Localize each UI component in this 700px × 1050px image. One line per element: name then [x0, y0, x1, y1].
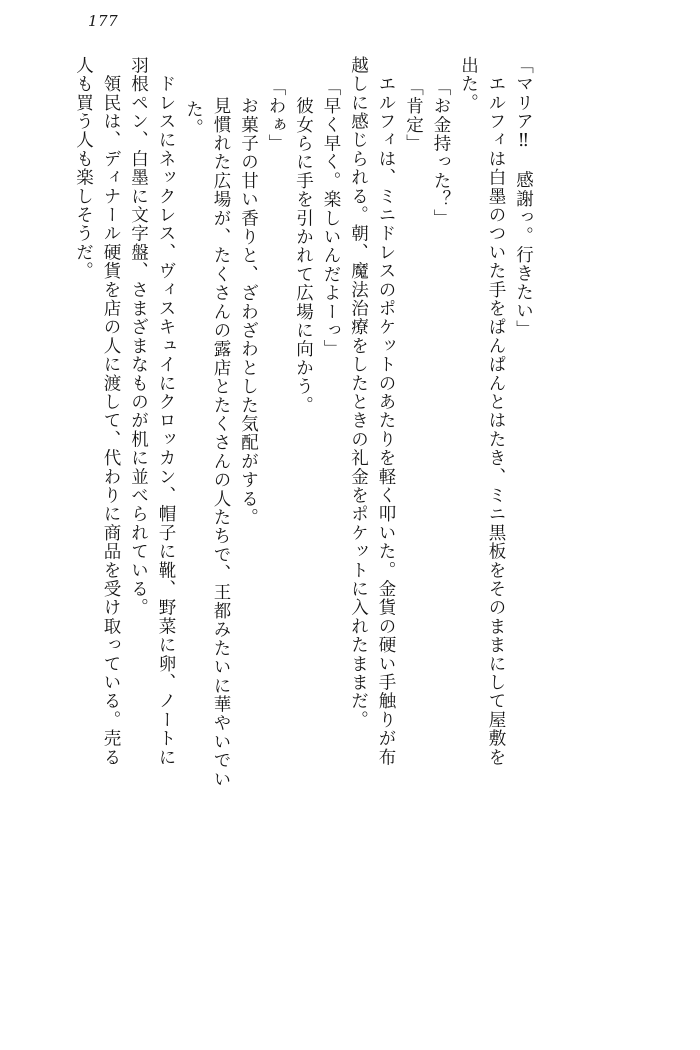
- text-column: エルフィは白墨のついた手をぱんぱんとはたき、ミニ黒板をそのままにして屋敷を: [486, 56, 506, 767]
- text-column: 「お金持った？」: [431, 78, 451, 228]
- text-column: 領民は、ディナール硬貨を店の人に渡して、代わりに商品を受け取っている。売る: [101, 56, 121, 767]
- page-number: 177: [88, 12, 119, 30]
- text-column: 彼女らに手を引かれて広場に向かう。: [293, 78, 314, 415]
- text-column: 「早く早く。楽しいんだよーっ」: [321, 78, 341, 359]
- text-column: 「肯定」: [403, 78, 424, 153]
- text-column: 「わぁ」: [266, 78, 286, 153]
- vertical-text-body: [64, 56, 644, 996]
- text-column: ドレスにネックレス、ヴィスキュイにクロッカン、帽子に靴、野菜に卵、ノートに: [156, 56, 176, 767]
- text-column: 出た。: [458, 56, 479, 113]
- text-column: お菓子の甘い香りと、ざわざわとした気配がする。: [238, 78, 259, 527]
- text-column: た。: [183, 100, 204, 138]
- text-column: エルフィは、ミニドレスのポケットのあたりを軽く叩いた。金貨の硬い手触りが布: [376, 56, 396, 767]
- text-column: 見慣れた広場が、たくさんの露店とたくさんの人たちで、王都みたいに華やいでい: [211, 78, 231, 789]
- text-column: 「マリア‼ 感謝っ。行きたい」: [513, 56, 534, 339]
- text-column: 人も買う人も楽しそうだ。: [73, 56, 94, 281]
- text-column: 越しに感じられる。朝、魔法治療をしたときの礼金をポケットに入れたままだ。: [348, 56, 369, 730]
- text-column: 羽根ペン、白墨に文字盤、さまざまなものが机に並べられている。: [128, 56, 149, 617]
